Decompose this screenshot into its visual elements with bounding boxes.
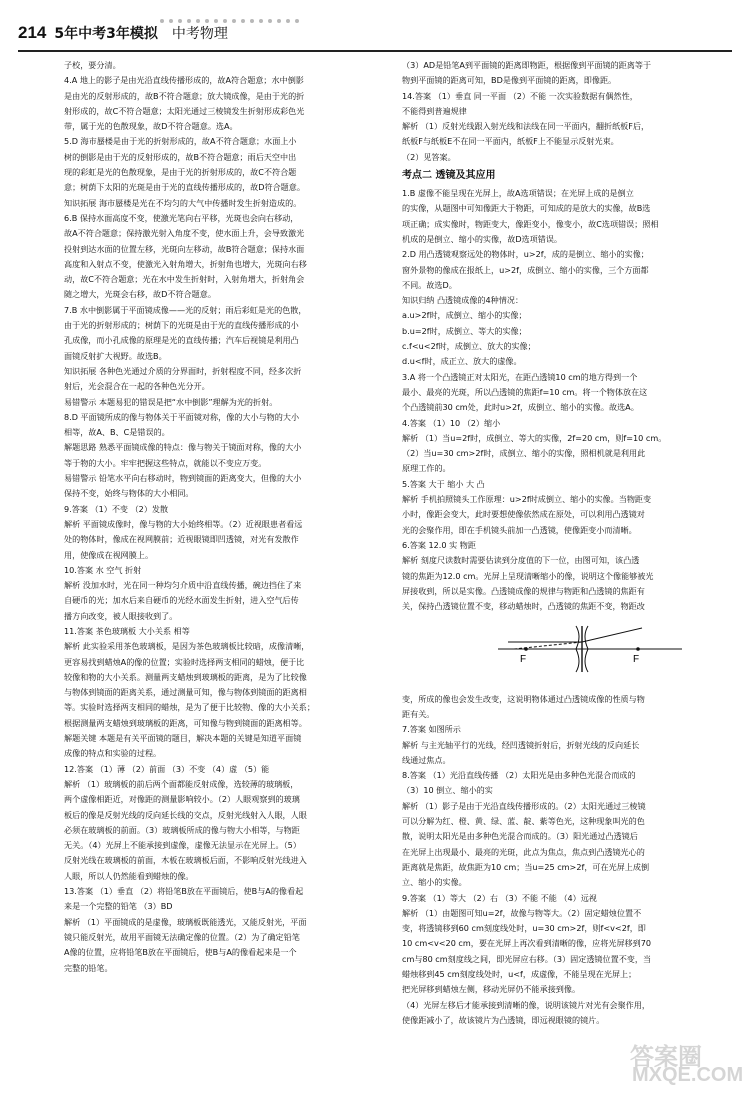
left-text-line: 高度和入射点不变，使激光入射角增大，折射角也增大，光斑向右移	[64, 258, 307, 269]
right-text-line: 屏接收到，所以是实像。凸透镜成像的规律与物距和凸透镜的焦距有	[402, 585, 645, 596]
right-text-line: 变，将透镜移到60 cm刻度线处时，u=30 cm>2f，则f<v<2f，即	[402, 923, 646, 934]
left-text-line: 易错警示 本题易犯的错误是把“水中倒影”理解为光的折射。	[64, 396, 278, 407]
right-text-line: 7.答案 如图所示	[402, 724, 461, 735]
left-text-line: 动，故C不符合题意；光在水中发生折射时，入射角增大，折射角会	[64, 274, 305, 285]
right-text-line: （4）光屏左移后才能承接到清晰的像，说明该镜片对光有会聚作用，	[402, 999, 650, 1010]
left-text-line: 解题思路 熟悉平面镜成像的特点：像与物关于镜面对称，像的大小	[64, 442, 302, 453]
left-text-line: 等于物的大小。牢牢把握这些特点，就能以不变应万变。	[64, 457, 267, 468]
right-text-line: 距有关。	[402, 708, 435, 719]
left-text-line: 解析 此实验采用茶色玻璃板，是因为茶色玻璃板比较暗，成像清晰，	[64, 641, 310, 652]
answer-columns	[64, 58, 729, 1078]
series-title: 5年中考3年模拟	[54, 26, 158, 42]
right-text-line: 解析 （1）当u=2f时，成倒立、等大的实像，2f=20 cm，则f=10 cm。	[402, 432, 667, 443]
left-text-line: 孔成像，而小孔成像的原理是光的直线传播；汽车后视镜是利用凸	[64, 335, 299, 346]
right-text-line: 蜡烛移到45 cm刻度线处时，u<f，成虚像，不能呈现在光屏上；	[402, 969, 637, 980]
left-text-line: 两个虚像相距近，对像距的测量影响较小。（2）人眼观察到的玻璃	[64, 794, 300, 805]
left-text-line: 射形成的，故C不符合题意；太阳光通过三棱镜发生折射形成彩色光	[64, 105, 305, 116]
left-text-line: 镜只能反射光，故用平面镜无法确定像的位置。（2）为了确定铅笔	[64, 931, 300, 942]
left-text-line: 13.答案 （1）垂直 （2）将铅笔B放在平面镜后，使B与A的像看起	[64, 886, 304, 897]
lens-diagram	[490, 618, 690, 680]
left-text-line: 由于光的折射形成的；树荫下的光斑是由于光的直线传播形成的小	[64, 320, 299, 331]
right-text-line: cm与80 cm刻度线之间，即光屏应右移。（3）固定透镜位置不变，当	[402, 953, 652, 964]
left-text-line: 4.A 地上的影子是由光沿直线传播形成的，故A符合题意；水中倒影	[64, 75, 304, 86]
left-text-line: 6.B 保持水面高度不变，使激光笔向右平移，光斑也会向右移动，	[64, 212, 299, 223]
left-text-line: 板后的像是反射光线的反向延长线的交点，反射光线射入人眼，人眼	[64, 809, 307, 820]
right-text-line: c.f<u<2f时，成倒立、放大的实像；	[402, 341, 536, 352]
right-text-line: 小时，像距会变大，此时要想使像依然成在原处，可以利用凸透镜对	[402, 509, 645, 520]
left-text-line: 随之增大，光斑会右移，故D不符合题意。	[64, 289, 216, 300]
right-text-line: 9.答案 （1）等大 （2）右 （3）不能 不能 （4）远视	[402, 892, 597, 903]
right-text-line: 1.B 虚像不能呈现在光屏上，故A选项错误；在光屏上成的是倒立	[402, 188, 634, 199]
right-text-line: 5.答案 大于 缩小 大 凸	[402, 478, 485, 489]
left-text-line: 完整的铅笔。	[64, 962, 113, 973]
left-text-line: 面镜反射扩大视野。故选B。	[64, 350, 167, 361]
right-text-line: 解析 （1）反射光线跟入射光线和法线在同一平面内，翻折纸板F后，	[402, 121, 650, 132]
right-text-line: d.u<f时，成正立、放大的虚像。	[402, 356, 522, 367]
right-text-line: a.u>2f时，成倒立、缩小的实像；	[402, 310, 527, 321]
right-text-line: 可以分解为红、橙、黄、绿、蓝、靛、紫等色光，这种现象叫光的色	[402, 816, 645, 827]
right-text-line: 知识归纳 凸透镜成像的4种情况：	[402, 295, 524, 306]
left-text-line: 知识拓展 各种色光通过介质的分界面时，折射程度不同，经多次折	[64, 365, 302, 376]
right-text-line: （2）见答案。	[402, 151, 456, 162]
left-text-line: 8.D 平面镜所成的像与物体关于平面镜对称，像的大小与物的大小	[64, 411, 300, 422]
right-text-line: 的实像，从题图中可知像距大于物距，可知成的是放大的实像，故B选	[402, 203, 651, 214]
focus-label-left: F	[520, 654, 527, 666]
right-text-line: 在光屏上出现最小、最亮的光斑，此点为焦点，焦点到凸透镜光心的	[402, 846, 645, 857]
right-text-line: （2）当u=30 cm>2f时，成倒立、缩小的实像，照相机就是利用此	[402, 448, 646, 459]
right-text-line: 8.答案 （1）光沿直线传播 （2）太阳光是由多种色光混合而成的	[402, 770, 636, 781]
left-column	[64, 58, 390, 1078]
right-text-line: 物到平面镜的距离可知，BD是像到平面镜的距离，即像距。	[402, 75, 617, 86]
header-bar	[18, 18, 228, 48]
right-text-line: 窗外景物的像成在报纸上，u>2f，成倒立、缩小的实像，三个方面都	[402, 264, 649, 275]
right-text-line: 6.答案 12.0 实 物距	[402, 539, 476, 550]
left-text-line: 树的倒影是由于光的反射形成的，故B不符合题意；雨后天空中出	[64, 151, 297, 162]
left-text-line: 知识拓展 海市蜃楼是光在不均匀的大气中传播时发生折射造成的。	[64, 197, 302, 208]
header-rule	[18, 50, 732, 52]
right-text-line: 光的会聚作用，即在手机镜头前加一凸透镜，使像距变小而清晰。	[402, 524, 637, 535]
right-text-line: 解析 与主光轴平行的光线，经凹透镜折射后，折射光线的反向延长	[402, 739, 640, 750]
left-text-line: 反射光线在玻璃板的前面，木板在玻璃板后面，不影响反射光线进入	[64, 855, 307, 866]
right-text-line: 变，所成的像也会发生改变，这说明物体通过凸透镜成像的性质与物	[402, 693, 645, 704]
page-header	[0, 0, 750, 56]
right-text-line: b.u=2f时，成倒立、等大的实像；	[402, 325, 527, 336]
left-text-line: 意；树荫下太阳的光斑是由于光的直线传播形成的，故D符合题意。	[64, 182, 305, 193]
left-text-line: 现的彩虹是光的色散现象，是由于光的折射形成的，故C不符合题	[64, 167, 297, 178]
right-text-line: 解析 （1）影子是由于光沿直线传播形成的。（2）太阳光通过三棱镜	[402, 800, 646, 811]
subject-title: 中考物理	[171, 26, 228, 42]
left-text-line: 用，使像成在视网膜上。	[64, 549, 154, 560]
right-text-line: 不同。故选D。	[402, 279, 457, 290]
left-text-line: 人眼，所以人仍然能看到蜡烛的像。	[64, 870, 194, 881]
left-text-line: 投射到达水面的位置左移，光斑向左移动，故B符合题意；保持水面	[64, 243, 305, 254]
left-text-line: 根据测量两支蜡烛到玻璃板的距离，可知像与物到镜面的距离相等。	[64, 717, 307, 728]
right-text-line: 原理工作的。	[402, 463, 451, 474]
left-text-line: 带，属于光的色散现象，故D不符合题意。选A。	[64, 121, 238, 132]
right-text-line: 解析 手机拍照镜头工作原理：u>2f时成倒立、缩小的实像。当物距变	[402, 494, 652, 505]
right-text-line: 4.答案 （1）10 （2）缩小	[402, 417, 501, 428]
right-text-line: 关，保持凸透镜位置不变，移动蜡烛时，凸透镜的焦距不变，物距改	[402, 601, 645, 612]
left-text-line: 相等，故A、B、C是错误的。	[64, 427, 170, 438]
left-text-line: 是由光的反射形成的，故B不符合题意；放大镜成像，是由于光的折	[64, 90, 305, 101]
left-text-line: 解析 （1）平面镜成的是虚像，玻璃板既能透光，又能反射光，平面	[64, 916, 307, 927]
page-number: 214	[18, 23, 47, 42]
right-text-line: 镜的焦距为12.0 cm。光屏上呈现清晰缩小的像，说明这个像能够被光	[402, 570, 654, 581]
right-text-line: 机成的是倒立、缩小的实像，故D选项错误。	[402, 233, 563, 244]
left-text-line: 解析 （1）玻璃板的前后两个面都能反射成像，选较薄的玻璃板，	[64, 778, 299, 789]
right-text-line: 距离就是焦距，故焦距为10 cm；当u=25 cm>2f，可在光屏上成倒	[402, 861, 650, 872]
right-text-line: （3）AD是铅笔A到平面镜的距离即物距，根据像到平面镜的距离等于	[402, 60, 652, 70]
left-text-line: 处的物体时，像成在视网膜前；近视眼镜即凹透镜，对光有发散作	[64, 534, 299, 545]
left-text-line: 子校，要分清。	[64, 60, 121, 70]
right-column	[402, 58, 728, 1078]
left-text-line: 解析 平面镜成像时，像与物的大小始终相等。（2）近视眼患者看远	[64, 518, 303, 529]
left-text-line: 9.答案 （1）不变 （2）发散	[64, 503, 169, 514]
right-text-line: 线通过焦点。	[402, 754, 451, 765]
left-text-line: 解题关键 本题是有关平面镜的题目，解决本题的关键是知道平面镜	[64, 733, 302, 744]
right-text-line: 项正确；成实像时，物距变大，像距变小，像变小，故C选项错误；照相	[402, 218, 659, 229]
left-text-line: 自硬币的光；加水后来自硬币的光经水面发生折射，进入空气后传	[64, 595, 299, 606]
right-text-line: 14.答案 （1）垂直 同一平面 （2）不能 一次实验数据有偶然性，	[402, 90, 638, 101]
right-text-line: 解析 （1）由题图可知u=2f，故像与物等大。（2）固定蜡烛位置不	[402, 907, 642, 918]
left-text-line: 12.答案 （1）薄 （2）前面 （3）不变 （4）虚 （5）能	[64, 763, 270, 774]
left-text-line: 保持不变，始终与物体的大小相同。	[64, 488, 194, 499]
right-text-line: 把光屏移到蜡烛左侧，移动光屏仍不能承接到像。	[402, 984, 581, 995]
left-text-line: 必须在玻璃板的前面。（3）玻璃板所成的像与物大小相等，与物距	[64, 824, 300, 835]
left-text-line: 11.答案 茶色玻璃板 大小关系 相等	[64, 625, 190, 636]
right-text-line: 纸板F与纸板E不在同一平面内，纸板F上不能显示反射光束。	[402, 136, 619, 147]
right-text-line: 立、缩小的实像。	[402, 877, 467, 888]
left-text-line: 来是一个完整的铅笔 （3）BD	[64, 901, 173, 912]
left-text-line: 更容易找到蜡烛A的像的位置；实验时选择两支相同的蜡烛，便于比	[64, 656, 305, 667]
left-text-line: 5.D 海市蜃楼是由于光的折射形成的，故A不符合题意；水面上小	[64, 136, 297, 147]
left-text-line: 解析 没加水时，光在同一种均匀介质中沿直线传播，碗边挡住了来	[64, 580, 302, 591]
left-text-line: 播方向改变，被人眼接收到了。	[64, 610, 178, 621]
left-text-line: 等。实验时选择两支相同的蜡烛，是为了便于比较物、像的大小关系；	[64, 702, 315, 713]
right-text-line: 不能得到普遍规律	[402, 105, 467, 116]
watermark	[630, 1037, 744, 1091]
right-text-line: 解析 刻度尺读数时需要估读到分度值的下一位，由图可知，该凸透	[402, 555, 640, 566]
right-text-line: 2.D 用凸透镜观察远处的物体时，u>2f，成的是倒立、缩小的实像；	[402, 249, 649, 260]
left-text-line: 故A不符合题意；保持激光射入角度不变，使水面上升，会导致激光	[64, 228, 305, 239]
left-text-line: 无关。（4）光屏上不能承接到虚像，虚像无法显示在光屏上。（5）	[64, 840, 301, 851]
left-text-line: 较像和物的大小关系。测量两支蜡烛到玻璃板的距离，是为了比较像	[64, 671, 307, 682]
right-text-line: 10 cm<v<20 cm，要在光屏上再次看到清晰的像，应将光屏移到70	[402, 938, 652, 949]
left-text-line: A像的位置，应将铅笔B放在平面镜后，使B与A的像看起来是一个	[64, 947, 297, 958]
section-title: 考点二 透镜及其应用	[402, 170, 496, 182]
left-text-line: 易错警示 铅笔水平向右移动时，物到镜面的距离变大，但像的大小	[64, 473, 302, 484]
left-text-line: 射后，光会混合在一起的各种色光分开。	[64, 381, 210, 392]
right-text-line: 散，说明太阳光是由多种色光混合而成的。（3）阳光通过凸透镜后	[402, 831, 638, 842]
left-text-line: 7.B 水中倒影属于平面镜成像——光的反射；雨后彩虹是光的色散，	[64, 304, 307, 315]
watermark-line-2: MXQE.COM	[632, 1064, 744, 1086]
left-text-line: 与物体到镜面的距离关系，通过测量可知，像与物体到镜面的距离相	[64, 687, 307, 698]
left-text-line: 10.答案 水 空气 折射	[64, 564, 142, 575]
right-text-line: 使像距减小了，故该镜片为凸透镜，即远视眼镜的镜片。	[402, 1014, 605, 1025]
left-text-line: 成像的特点和实验的过程。	[64, 748, 162, 759]
watermark-line-1: 答案圈	[630, 1044, 702, 1071]
right-text-line: 3.A 将一个凸透镜正对太阳光，在距凸透镜10 cm的地方得到一个	[402, 371, 638, 382]
focus-label-right: F	[633, 654, 640, 666]
right-text-line: 个凸透镜前30 cm处，此时u>2f，成倒立、缩小的实像。故选A。	[402, 402, 639, 413]
right-text-line: （3）10 倒立、缩小的实	[402, 785, 493, 796]
right-text-line: 最小、最亮的光斑，所以凸透镜的焦距f=10 cm。将一个物体放在这	[402, 386, 648, 397]
